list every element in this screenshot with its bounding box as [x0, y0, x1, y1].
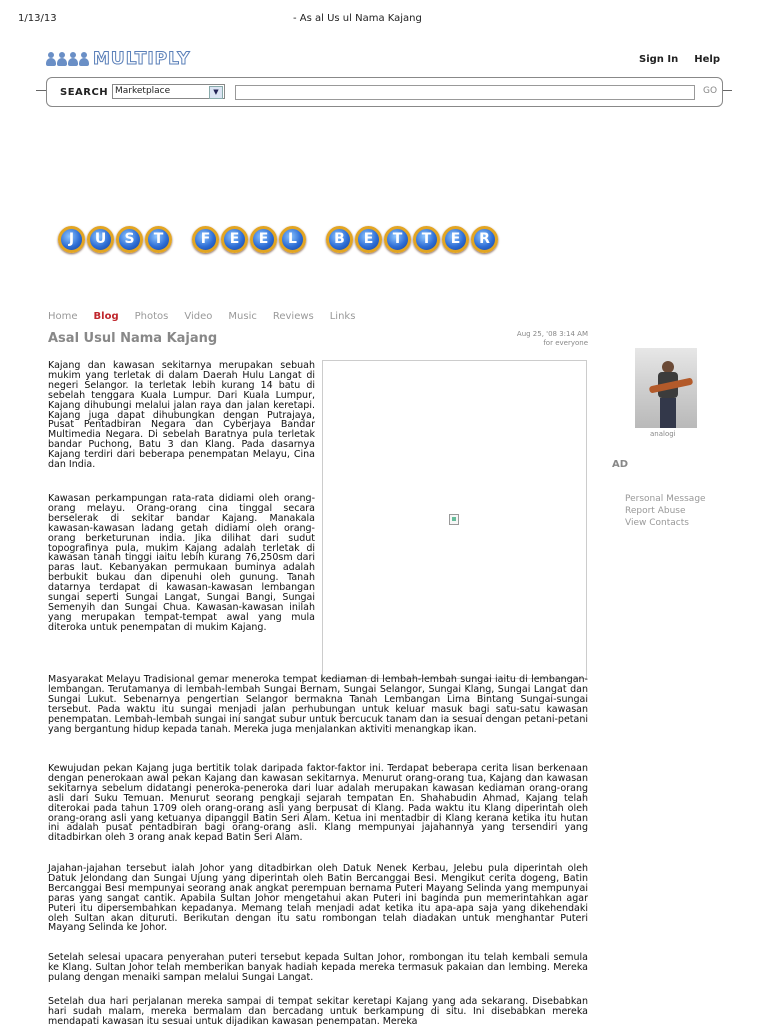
search-category-value: Marketplace — [115, 86, 171, 96]
logo-text: MULTIPLY — [93, 49, 191, 69]
banner-word — [58, 226, 174, 253]
search-divider-right — [722, 90, 732, 91]
banner-letter: E — [355, 226, 382, 253]
ad-label: AD — [612, 459, 629, 470]
help-link[interactable]: Help — [694, 54, 720, 65]
header-links — [639, 54, 720, 65]
tab-links[interactable]: Links — [329, 311, 356, 322]
search-divider-left — [36, 90, 46, 91]
view-contacts-link[interactable]: View Contacts — [625, 518, 689, 528]
search-label: SEARCH — [60, 87, 109, 98]
go-button[interactable]: GO — [703, 86, 718, 96]
broken-image-icon — [449, 514, 459, 525]
report-abuse-link[interactable]: Report Abuse — [625, 506, 686, 516]
print-date: 1/13/13 — [18, 13, 57, 24]
avatar[interactable] — [635, 348, 697, 428]
search-input[interactable] — [235, 85, 695, 100]
blog-banner — [58, 226, 500, 253]
tab-music[interactable]: Music — [228, 311, 257, 322]
post-audience: for everyone — [543, 339, 588, 347]
banner-word — [326, 226, 500, 253]
post-title: Asal Usul Nama Kajang — [48, 331, 218, 346]
blog-nav — [48, 311, 371, 322]
banner-letter: F — [192, 226, 219, 253]
post-paragraph: Kewujudan pekan Kajang juga bertitik tolak daripada faktor-faktor ini. Terdapat beberapa cerita lisan berkenaan dengan penerokaan awal pekan Kajang dan kawasan sekitarnya. Menurut orang-orang tua, Kajang dan kawasan sekitarnya sebelum didatangi peneroka-peneroka dari luar adalah merupakan kawasan kediaman orang-orang asli dari Suku Temuan. Menurut seorang pengkaji sejarah tempatan En. Shahabudin Ahmad, Kajang telah diterokai pada tahun 1709 oleh orang-orang asli yang berpusat di Klang. Pada waktu itu Klang diperintah oleh orang-orang asli yang ketuanya dipanggil Batin Seri Alam. Ketua ini mentadbir di Klang kerana ketika itu hutan ini adalah pusat pentadbiran bagi orang-orang asli. Klang mempunyai jajahannya yang tersendiri yang ditadbirkan oleh 3 orang anak kepad Batin Seri Alam. — [48, 763, 588, 844]
print-title: - As al Us ul Nama Kajang — [293, 13, 422, 24]
banner-word — [192, 226, 308, 253]
banner-letter: E — [250, 226, 277, 253]
tab-photos[interactable]: Photos — [134, 311, 169, 322]
sign-in-link[interactable]: Sign In — [639, 54, 679, 65]
banner-letter: T — [413, 226, 440, 253]
people-logo-icon — [46, 52, 89, 66]
avatar-name[interactable]: analogi — [650, 430, 676, 438]
sidebar-links — [625, 493, 706, 529]
post-paragraph: Kawasan perkampungan rata-rata didiami oleh orang-orang melayu. Orang-orang cina tinggal secara berselerak di sekitar bandar Kajang. Manakala kawasan-kawasan ladang getah didiami oleh orang-orang berketurunan india. Jika dilihat dari sudut topografinya pula, mukim Kajang adalah terletak di kawasan tanah tinggi iaitu lebih kurang 76,250sm dari paras laut. Kebanyakan permukaan buminya adalah berbukit bukau dan dipenuhi oleh gunung. Tanah datarnya terdapat di kawasan-kawasan lembangan sungai seperti Sungai Langat, Sungai Bangi, Sungai Semenyih dan Sungai Chua. Kawasan-kawasan inilah yang merupakan tempat-tempat awal yang mula diteroka untuk penempatan di mukim Kajang. — [48, 493, 315, 633]
banner-letter: T — [145, 226, 172, 253]
post-date: Aug 25, '08 3:14 AM — [516, 330, 588, 338]
multiply-logo[interactable] — [46, 48, 191, 70]
post-paragraph: Kajang dan kawasan sekitarnya merupakan sebuah mukim yang terletak di dalam Daerah Hulu Langat di negeri Selangor. Ia terletak lebih kurang 14 batu di sebelah tenggara Kuala Lumpur. Dari Kuala Lumpur, Kajang dihubungi melalui jalan raya dan jalan keretapi. Kajang juga dapat dihubungkan dengan Putrajaya, Pusat Pentadbiran Negara dan Cyberjaya Bandar Multimedia Negara. Di sebelah Baratnya pula terletak bandar Puchong, Batu 3 dan Klang. Pada dasarnya Kajang terdiri dari beberapa penempatan Melayu, Cina dan India. — [48, 360, 315, 471]
post-paragraph: Masyarakat Melayu Tradisional gemar meneroka tempat kediaman di lembah-lembah sungai iaitu di lembangan-lembangan. Terutamanya di lembah-lembah Sungai Bernam, Sungai Selangor, Sungai Klang, Sungai Langat dan Sungai Lukut. Sebenarnya pengertian Selangor bermakna Tanah Lembangan Lima Bintang Sungai-sungai tersebut. Pada waktu itu sungai menjadi jalan perhubungan untuk keluar masuk bagi satu-satu kawasan penempatan. Lembah-lembah sungai ini sangat subur untuk bercucuk tanam dan ia sesuai dengan petani-petani yang bergantung hidup kepada tanah. Mereka juga menjalankan aktiviti menangkap ikan. — [48, 674, 588, 735]
tab-reviews[interactable]: Reviews — [272, 311, 314, 322]
personal-message-link[interactable]: Personal Message — [625, 494, 706, 504]
banner-letter: L — [279, 226, 306, 253]
post-paragraph: Setelah dua hari perjalanan mereka sampai di tempat sekitar keretapi Kajang yang ada sekarang. Disebabkan hari sudah malam, mereka bermalam dan bercadang untuk berkampung di situ. Ini disebabkan mereka mendapati kawasan itu sesuai untuk dijadikan kawasan penempatan. Mereka — [48, 996, 588, 1027]
banner-letter: U — [87, 226, 114, 253]
banner-letter: E — [221, 226, 248, 253]
search-category-select[interactable] — [112, 84, 225, 99]
tab-video[interactable]: Video — [184, 311, 213, 322]
chevron-down-icon[interactable]: ▼ — [209, 86, 223, 99]
tab-blog[interactable]: Blog — [93, 311, 119, 322]
post-paragraph: Jajahan-jajahan tersebut ialah Johor yang ditadbirkan oleh Datuk Nenek Kerbau, Jelebu pula diperintah oleh Datuk Jelondang dan Sungai Ujung yang diperintah oleh Batin Bercanggai Besi. Mengikut cerita dogeng, Batin Bercanggai Besi mempunyai seorang anak angkat perempuan bernama Puteri Mayang Selinda yang mempunyai paras yang sangat cantik. Apabila Sultan Johor mengetahui akan Puteri ini baginda pun memerintahkan agar Puteri itu dipersembahkan kepadanya. Memang telah menjadi adat ketika itu apa-apa saja yang dikehendaki oleh Sultan akan dituruti. Berikutan dengan itu satu rombongan telah diadakan untuk menghantar Puteri Mayang Selinda ke Johor. — [48, 863, 588, 934]
banner-letter: E — [442, 226, 469, 253]
banner-letter: T — [384, 226, 411, 253]
post-meta — [517, 330, 588, 348]
banner-letter: R — [471, 226, 498, 253]
banner-letter: B — [326, 226, 353, 253]
post-paragraph: Setelah selesai upacara penyerahan puteri tersebut kepada Sultan Johor, rombongan itu telah kembali semula ke Klang. Sultan Johor telah memberikan banyak hadiah kepada mereka termasuk pakaian dan lembing. Mereka pulang dengan menaiki sampan melalui Sungai Langat. — [48, 952, 588, 983]
banner-letter: J — [58, 226, 85, 253]
tab-home[interactable]: Home — [48, 311, 78, 322]
banner-letter: S — [116, 226, 143, 253]
